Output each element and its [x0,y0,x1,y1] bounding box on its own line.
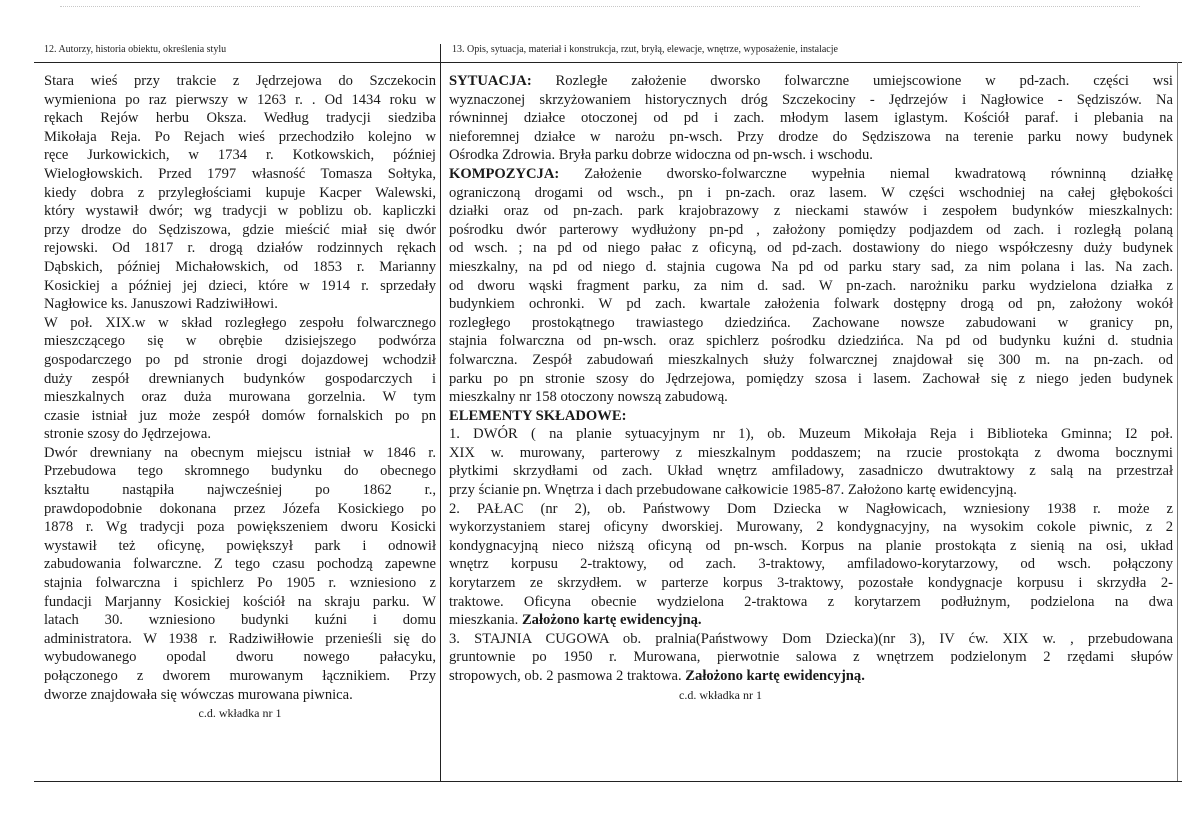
text-line: kształtu nastąpiła najwcześniej po 1862 r., [44,482,436,499]
text-line: stronie szosy do Jędrzejowa. [44,426,211,443]
elementy-b-last-line [449,667,1173,686]
text-line: 3. STAJNIA CUGOWA ob. pralnia(Państwowy Dom Dziecka)(nr 3), IV ćw. XIX w. , przebudowana [449,630,1173,647]
sytuacja-first-line [449,72,1173,91]
text-line: stajnia folwarczna i spichlerz Po 1905 r. wzniesiono z [44,575,436,592]
text-line: rejowski. Od 1817 r. drogą działów rodzinnych rękach [44,240,436,257]
text-line: dworze znajdowała się wówczas murowana piwnica. [44,686,353,703]
sytuacja-heading: SYTUACJA: [449,73,532,89]
text-line: 1878 r. Wg tradycji poza powiększeniem dworu Kosicki [44,519,436,536]
text-line: przy drodze do Sędziszowa, gdzie mieścić miał się dwór [44,221,436,238]
scan-speckle-strip [60,6,1140,11]
text-line: wybudowanego opodal dworu nowego pałacyku, [44,649,436,666]
text-line: W poł. XIX.w w skład rozległego zespołu folwarcznego [44,314,436,331]
sytuacja-first-text: Rozległe założenie dworsko folwarczne umiejscowione w pd-zach. części wsi [531,73,1173,89]
elementy-heading: ELEMENTY SKŁADOWE: [449,407,627,424]
text-line: fundacji Marjanny Kosickiej kościół na skraju parku. W [44,593,436,610]
text-line: mieszkalny nr 158 otoczony nowszą zabudową. [449,389,728,406]
history-column [44,72,436,723]
column-divider [440,44,441,781]
text-line: wyznaczonej skrzyżowaniem historycznych dróg Szczekociny - Jędrzejów i Nagłowice - Sędziszów. Na [449,91,1173,108]
text-line: kondygnacyjną nieco niższą oficyną od pn-wsch. Korpus na planie prostokąta z sienią na osi, układ [449,537,1173,554]
card-created-note-1: Założono kartę ewidencyjną. [521,612,702,629]
text-line: od dworu wąski fragment parku, za nim d. sad. W pn-zach. narożniku parku wydzielona działka z [449,277,1173,294]
text-line: Dwór drewniany na obecnym miejscu istniał w 1846 r. [44,444,436,461]
text-line: gospodarczego po pd stronie drogi dojazdowej wchodził [44,351,436,368]
elementy-text-b [449,630,1173,667]
kompozycja-first-line [449,165,1173,184]
text-line: który wystawił dwór; wg tradycji w poblizu ob. kapliczki [44,203,436,220]
text-line: ograniczoną drogami od wsch., pn i pn-zach. oraz lasem. W części wschodniej na całej głębokości [449,184,1173,201]
text-line: 1. DWÓR ( na planie sytuacyjnym nr 1), ob. Muzeum Mikołaja Reja i Biblioteka Gminna; I2 poł. [449,426,1173,443]
text-line: stajnia folwarczna od pn-wsch. oraz spichlerz pośrodku dziedzińca. Na pd od budynku kuźni d. studnia [449,333,1173,350]
history-text [44,72,436,704]
text-line: administratora. W 1938 r. Radziwiłłowie przenieśli się do [44,630,436,647]
text-line: Mikołaja Reja. Po Rejach wieś przechodziło kolejno w [44,128,436,145]
continued-note-left: c.d. wkładka nr 1 [198,706,282,721]
text-line: wystawił też oficynę, powiększył park i odnowił [44,537,436,554]
continued-note-right: c.d. wkładka nr 1 [679,687,762,702]
text-line: parku po pn stronie szosy do Jędrzejowa, pomiędzy szosa i lasem. Zachował się z niego jeden budynek [449,370,1173,387]
text-line: duży zespół drewnianych budynków gospodarczych i [44,370,436,387]
text-line: ręce Jurkowickich, w 1734 r. Kotkowskich, później [44,147,436,164]
text-line: mieszkalnych oraz duża murowana gorzelnia. W tym [44,389,436,406]
text-line: mieszczącego się w obrębie dzisiejszego podwórza [44,333,436,350]
text-line: czasie istniał juz może zespół domów fornalskich po pn [44,407,436,424]
text-line: gruntownie po 1950 r. Murowana, pierwotnie salowa z wnętrzem podzielonym 2 rzędami słupów [449,649,1173,666]
right-column-header: 13. Opis, sytuacja, materiał i konstrukcja, rzut, bryłą, elewacje, wnętrze, wyposażenie, instalacje [452,44,838,55]
text-line: wykorzystaniem starej oficyny dworskiej. Murowany, 2 kondygnacyjny, na wysokim cokole piwnic, z 2 [449,519,1173,536]
kompozycja-first-text: Założenie dworsko-folwarczne wypełnia niemal kwadratową równinną działkę [559,165,1173,182]
text-line: rękach Rejów herbu Oksza. Według tradycji siedziba [44,110,436,127]
text-line: od wsch. ; na pd od niego pałac z oficyną, od pd-zach. dostawiony do niego współczesny duży budynek [449,240,1173,257]
text-line: wymieniona po raz pierwszy w 1263 r. . Od 1434 roku w [44,91,436,108]
text-line: rozległego prostokątnego trawiastego dziedzińca. Zachowane nowsze zabudowani w granicy pn, [449,314,1173,331]
text-line: latach 30. wzniesiono budynki kuźni i domu [44,612,436,629]
text-line: korytarzem ze skrzydłem. w parterze korpus 3-traktowy, pozostałe kondygnacje korpusu i skrzydła 2- [449,575,1173,592]
text-line: Stara wieś przy trakcie z Jędrzejowa do Szczekocin [44,73,436,89]
text-line: kiedy dobra z przyległościami kupuje Kacper Walewski, [44,184,436,201]
text-line: wnętrz korpusu 2-traktowy, od zach. 3-traktowy, amfiladowo-korytarzowy, od wsch. połączony [449,556,1173,573]
text-line: Przebudowa tego skromnego budynku do obecnego [44,463,436,480]
kompozycja-heading: KOMPOZYCJA: [449,165,560,182]
text-line: prawdopodobnie dokonana przez Józefa Kosickiego po [44,500,436,517]
elementy-text-a [449,425,1173,611]
card-created-note-2: Założono kartę ewidencyjną. [685,668,865,684]
bottom-rule [34,781,1182,782]
text-line: 2. PAŁAC (nr 2), ob. Państwowy Dom Dziecka w Nagłowicach, wzniesiony 1938 r. może z [449,500,1173,517]
text-line: nieforemnej działce w narożu pn-wsch. Przy drodze do Sędziszowa na terenie parku nowy budynek [449,128,1173,145]
left-column-header: 12. Autorzy, historia obiektu, określenia stylu [44,44,227,55]
text-line: folwarczna. Zespół zabudowań mieszkalnych służy folwarcznej znajdował się 300 m. na pn-zach. od [449,351,1173,368]
text-line: działki oraz od pn-zach. park krajobrazowy z nieckami stawów i zespołem budynków mieszkalnych: [449,203,1173,220]
elementy-a-last-text: mieszkania. [449,612,522,629]
top-rule [34,62,1182,63]
text-line: połączonego z dworem murowanym łącznikiem. Przy [44,668,436,684]
sytuacja-text [449,91,1173,165]
text-line: XIX w. murowany, parterowy z mieszkalnym poddaszem; na rzucie prostokąta z dwoma bocznymi [449,444,1173,461]
text-line: budynkiem ochronki. W pd zach. kwartale założenia folwark dostępny drogą od pn, założony wokół [449,296,1173,313]
text-line: Dąbskich, później Michałowskich, od 1853 r. Marianny [44,258,436,275]
text-line: Ośrodka Zdrowia. Bryła parku dobrze widoczna od pn-wsch. i wschodu. [449,147,873,164]
text-line: równinnej działce otoczonej od pd i zach. młodym lasem iglastym. Kościół paraf. i plebania na [449,110,1173,127]
elementy-b-last-text: stropowych, ob. 2 pasmowa 2 traktowa. [449,668,686,684]
kompozycja-text [449,184,1173,407]
text-line: przy ścianie pn. Wnętrza i dach przebudowane całkowicie 1985-87. Założono kartę ewidencyjną. [449,482,1017,499]
description-column [449,72,1173,704]
text-line: traktowe. Oficyna obecnie wydzielona 2-traktowa z korytarzem podłużnym, podzielona na dwa [449,593,1173,610]
text-line: Nagłowice ks. Januszowi Radziwiłłowi. [44,296,278,313]
elementy-a-last-line [449,611,1173,630]
text-line: pośrodku dwór parterowy wydłużony pn-pd , założony pomiędzy podjazdem od zach. i rozległą polaną [449,221,1173,238]
text-line: płytkimi skrzydłami od zach. Układ wnętrz amfiladowy, zasadniczo dwutraktowy z salą na przestrzał [449,463,1173,480]
text-line: zabudowania folwarczne. Z tego czasu pochodzą zapewne [44,556,436,573]
right-border [1177,62,1178,781]
text-line: Wielogłowskich. Przed 1797 własność Tomasza Sołtyka, [44,165,436,182]
text-line: mieszkalny, na pd od niego d. stajnia cugowa Na pd od parku stary sad, za nim polana i las. Na zach. [449,258,1173,275]
text-line: Kosickiej a później jej dzieci, które w 1914 r. sprzedały [44,277,436,294]
